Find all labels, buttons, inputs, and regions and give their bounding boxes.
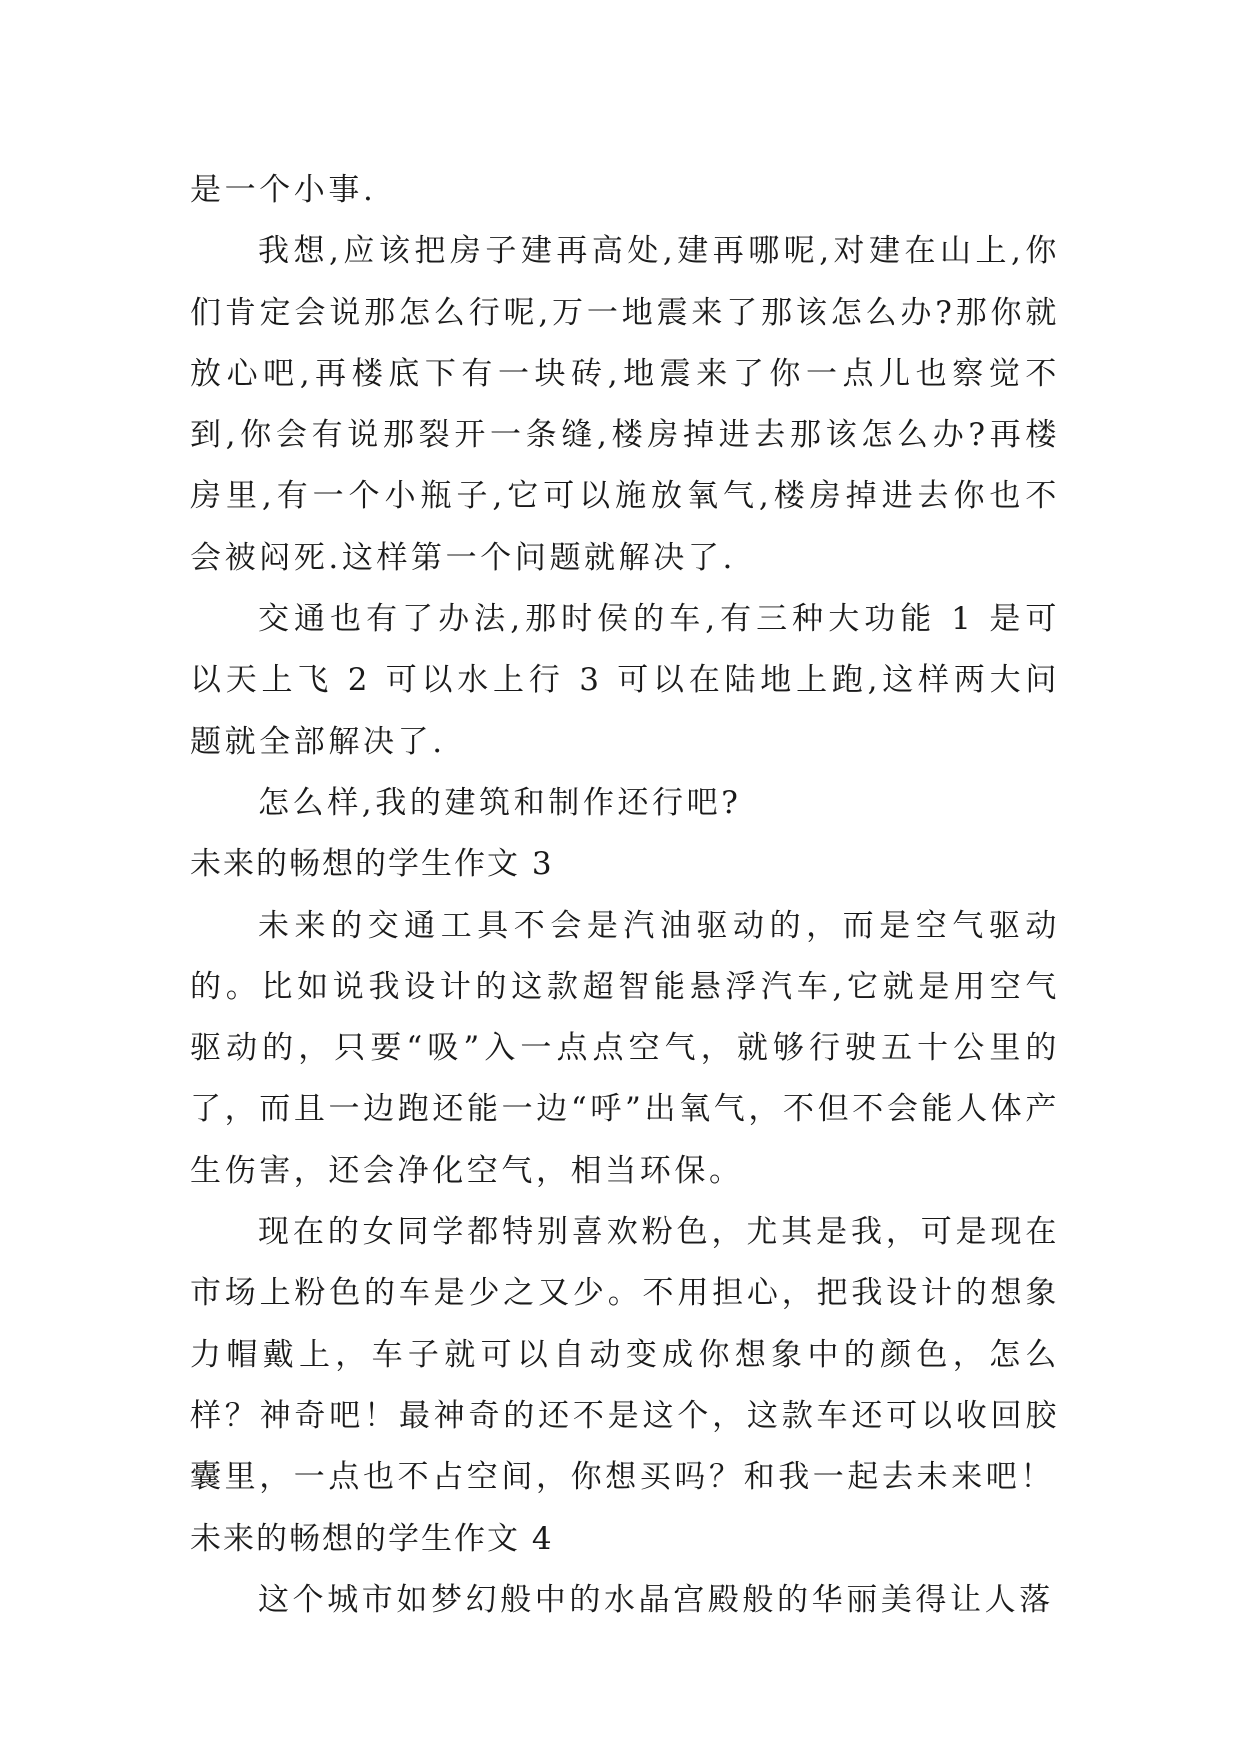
paragraph-housing: 我想,应该把房子建再高处,建再哪呢,对建在山上,你们肯定会说那怎么行呢,万一地震来了那该怎么办?那你就放心吧,再楼底下有一块砖,地震来了你一点儿也察觉不到,你会有说那裂开一条缝,楼房掉进去那该怎么办?再楼房里,有一个小瓶子,它可以施放氧气,楼房掉进去你也不会被闷死.这样第一个问题就解决了. [190,233,1060,576]
paragraph-closing-question: 怎么样,我的建筑和制作还行吧? [258,784,742,821]
paragraph-pink-car: 现在的女同学都特别喜欢粉色，尤其是我，可是现在市场上粉色的车是少之又少。不用担心，把我设计的想象力帽戴上，车子就可以自动变成你想象中的颜色，怎么样？神奇吧！最神奇的还不是这个，这款车还可以收回胶囊里，一点也不占空间，你想买吗？和我一起去未来吧！ [190,1214,1060,1496]
essay-heading-4: 未来的畅想的学生作文 4 [190,1520,554,1557]
essay-heading-3: 未来的畅想的学生作文 3 [190,846,554,883]
paragraph-transport: 交通也有了办法,那时侯的车,有三种大功能 1 是可以天上飞 2 可以水上行 3 可以在陆地上跑,这样两大问题就全部解决了. [190,601,1060,760]
paragraph-air-car: 未来的交通工具不会是汽油驱动的，而是空气驱动的。比如说我设计的这款超智能悬浮汽车,它就是用空气驱动的，只要“吸”入一点点空气，就够行驶五十公里的了，而且一边跑还能一边“呼”出氧气，不但不会能人体产生伤害，还会净化空气，相当环保。 [190,907,1060,1189]
document-body [190,160,1060,1631]
paragraph-crystal-city: 这个城市如梦幻般中的水晶宫殿般的华丽美得让人落 [258,1581,1054,1618]
paragraph-continuation: 是一个小事. [190,172,377,208]
